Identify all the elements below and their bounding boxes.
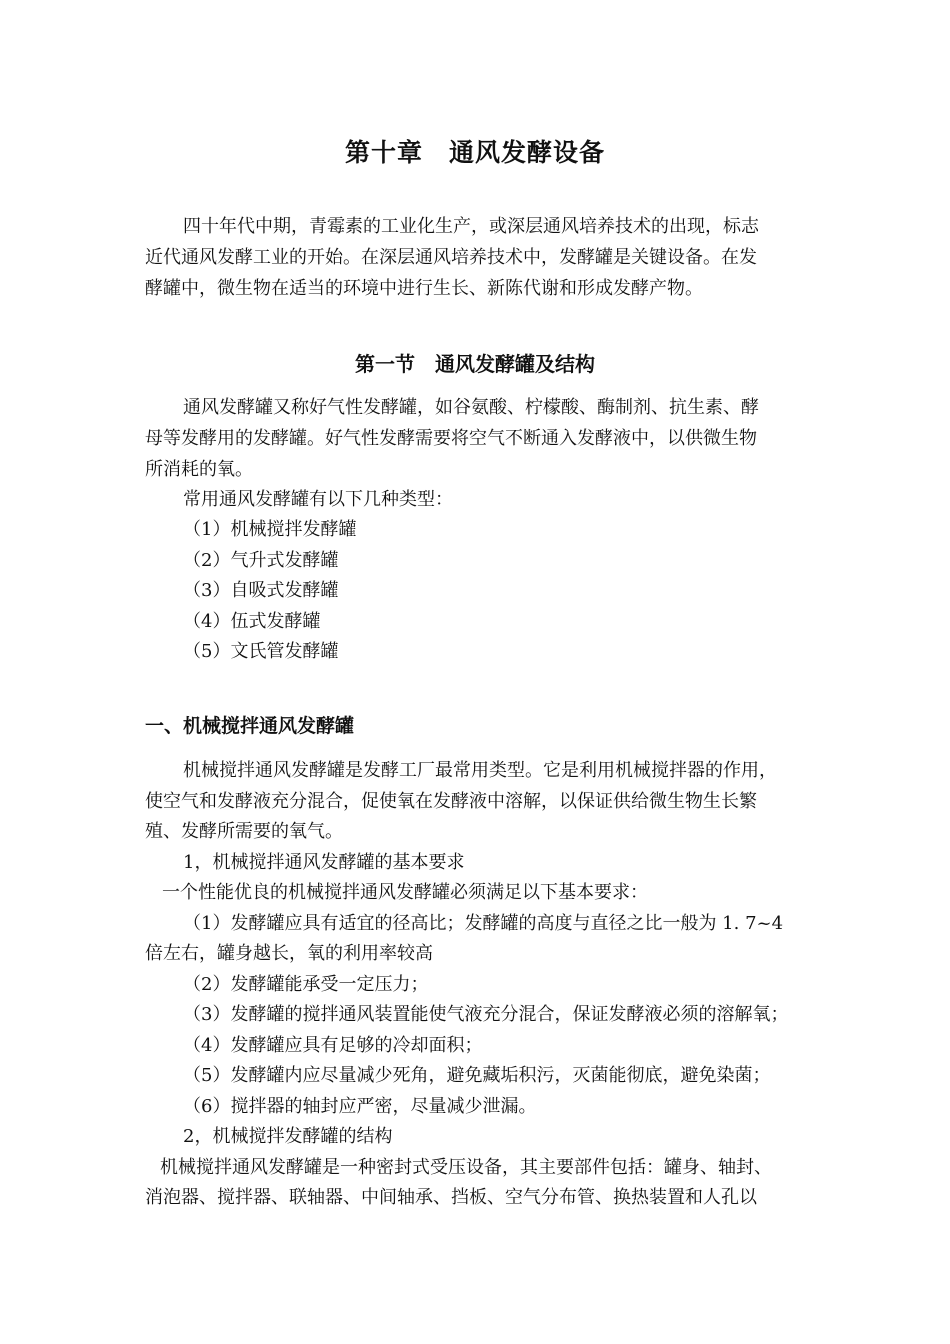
section-para-line: 母等发酵用的发酵罐。好气性发酵需要将空气不断通入发酵液中，以供微生物 (145, 428, 757, 449)
intro-line: 近代通风发酵工业的开始。在深层通风培养技术中，发酵罐是关键设备。在发 (145, 247, 757, 268)
requirement-item: （6）搅拌器的轴封应严密，尽量减少泄漏。 (183, 1096, 537, 1117)
type-item: （4）伍式发酵罐 (183, 611, 321, 632)
requirement-item: （3）发酵罐的搅拌通风装置能使气液充分混合，保证发酵液必须的溶解氧； (183, 1004, 789, 1025)
section-para-line: 通风发酵罐又称好气性发酵罐，如谷氨酸、柠檬酸、酶制剂、抗生素、酵 (183, 397, 759, 418)
type-item: （3）自吸式发酵罐 (183, 580, 339, 601)
structure-para-line: 消泡器、搅拌器、联轴器、中间轴承、挡板、空气分布管、换热装置和人孔以 (145, 1187, 757, 1208)
section-title: 第一节 通风发酵罐及结构 (355, 352, 595, 376)
requirement-item-continued: 倍左右，罐身越长，氧的利用率较高 (145, 943, 433, 964)
structure-title: 2，机械搅拌发酵罐的结构 (183, 1126, 393, 1147)
requirement-item: （1）发酵罐应具有适宜的径高比；发酵罐的高度与直径之比一般为 1. 7~4 (183, 913, 784, 934)
requirements-intro: 一个性能优良的机械搅拌通风发酵罐必须满足以下基本要求： (162, 882, 648, 903)
type-item: （2）气升式发酵罐 (183, 550, 339, 571)
requirements-title: 1，机械搅拌通风发酵罐的基本要求 (183, 852, 465, 873)
intro-line: 四十年代中期，青霉素的工业化生产，或深层通风培养技术的出现，标志 (183, 216, 759, 237)
section-para-line: 所消耗的氧。 (145, 459, 253, 480)
sub-para-line: 使空气和发酵液充分混合，促使氧在发酵液中溶解，以保证供给微生物生长繁 (145, 791, 757, 812)
subheading: 一、机械搅拌通风发酵罐 (145, 715, 355, 737)
types-intro: 常用通风发酵罐有以下几种类型： (183, 489, 453, 510)
requirement-item: （2）发酵罐能承受一定压力； (183, 974, 429, 995)
requirement-item: （5）发酵罐内应尽量减少死角，避免藏垢积污，灭菌能彻底，避免染菌； (183, 1065, 771, 1086)
type-item: （5）文氏管发酵罐 (183, 641, 339, 662)
requirement-item: （4）发酵罐应具有足够的冷却面积； (183, 1035, 483, 1056)
structure-para-line: 机械搅拌通风发酵罐是一种密封式受压设备，其主要部件包括：罐身、轴封、 (160, 1157, 772, 1178)
intro-line: 酵罐中，微生物在适当的环境中进行生长、新陈代谢和形成发酵产物。 (145, 278, 703, 299)
sub-para-line: 机械搅拌通风发酵罐是发酵工厂最常用类型。它是利用机械搅拌器的作用， (183, 760, 777, 781)
sub-para-line: 殖、发酵所需要的氧气。 (145, 821, 343, 842)
chapter-title: 第十章 通风发酵设备 (344, 138, 605, 167)
type-item: （1）机械搅拌发酵罐 (183, 519, 357, 540)
